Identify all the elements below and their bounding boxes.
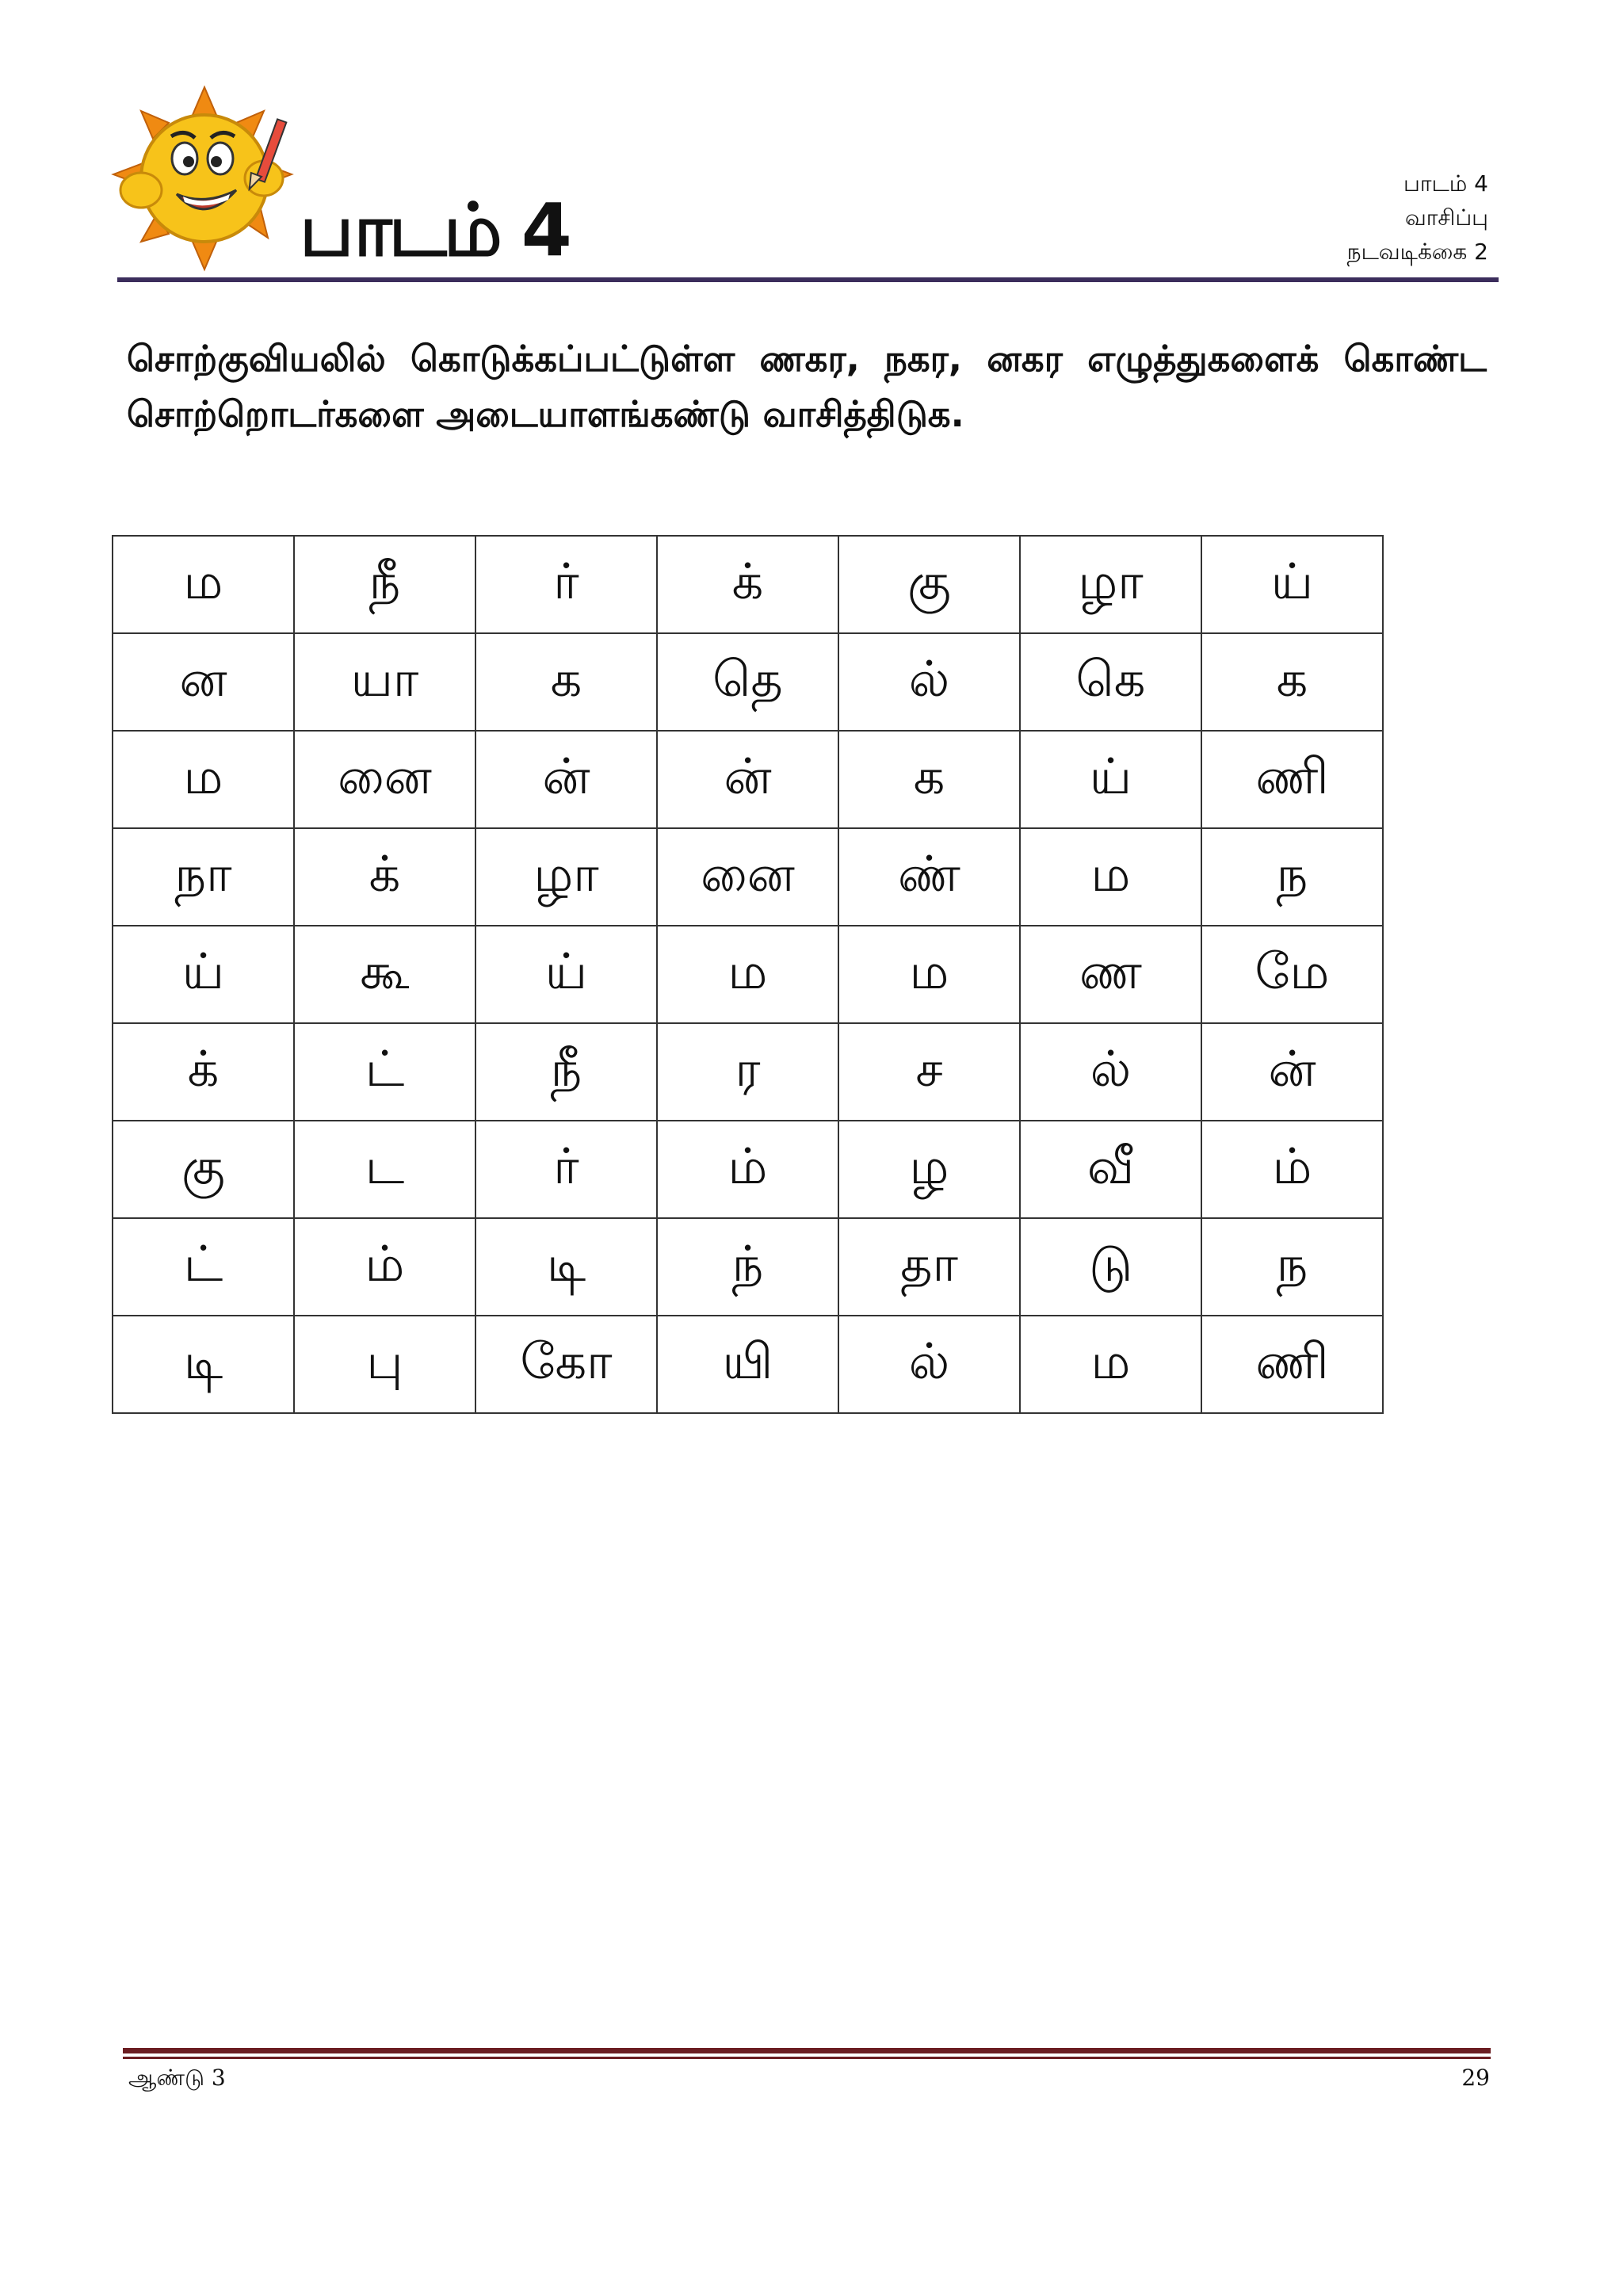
grid-cell[interactable]: ழ bbox=[838, 1121, 1020, 1218]
footer-divider bbox=[123, 2048, 1491, 2053]
grid-cell[interactable]: ர் bbox=[475, 536, 657, 633]
grid-cell[interactable]: ன் bbox=[475, 731, 657, 828]
grid-cell[interactable]: ய் bbox=[1201, 536, 1383, 633]
grid-cell[interactable]: யி bbox=[657, 1316, 838, 1413]
grid-cell[interactable]: கு bbox=[838, 536, 1020, 633]
grid-cell[interactable]: ம bbox=[113, 536, 294, 633]
grid-cell[interactable]: ணி bbox=[1201, 1316, 1383, 1413]
grid-cell[interactable]: ம bbox=[113, 731, 294, 828]
grid-cell[interactable]: ந bbox=[1201, 1218, 1383, 1316]
grid-cell[interactable]: ண் bbox=[838, 828, 1020, 926]
header-activity: நடவடிக்கை 2 bbox=[1346, 239, 1488, 265]
grid-cell[interactable]: ம bbox=[838, 926, 1020, 1023]
grid-cell[interactable]: ன bbox=[113, 633, 294, 731]
grid-cell[interactable]: ய் bbox=[1020, 731, 1201, 828]
page-number: 29 bbox=[1461, 2065, 1490, 2091]
grid-cell[interactable]: ர் bbox=[475, 1121, 657, 1218]
grid-cell[interactable]: ம bbox=[1020, 1316, 1201, 1413]
grid-cell[interactable]: ல் bbox=[838, 633, 1020, 731]
grid-cell[interactable]: டி bbox=[475, 1218, 657, 1316]
grid-cell[interactable]: ன் bbox=[1201, 1023, 1383, 1121]
grid-cell[interactable]: கு bbox=[113, 1121, 294, 1218]
lesson-title: பாடம் 4 bbox=[300, 188, 569, 273]
grid-cell[interactable]: க bbox=[475, 633, 657, 731]
grid-cell[interactable]: கெ bbox=[1020, 633, 1201, 731]
grid-cell[interactable]: நா bbox=[113, 828, 294, 926]
grid-row bbox=[113, 731, 1383, 828]
grid-row bbox=[113, 536, 1383, 633]
grid-row bbox=[113, 926, 1383, 1023]
grid-cell[interactable]: னை bbox=[657, 828, 838, 926]
grid-cell[interactable]: பு bbox=[294, 1316, 475, 1413]
grid-cell[interactable]: டு bbox=[1020, 1218, 1201, 1316]
grid-cell[interactable]: டி bbox=[113, 1316, 294, 1413]
grid-row bbox=[113, 1218, 1383, 1316]
footer-grade: ஆண்டு 3 bbox=[128, 2065, 226, 2091]
grid-cell[interactable]: நீ bbox=[475, 1023, 657, 1121]
grid-cell[interactable]: தெ bbox=[657, 633, 838, 731]
grid-cell[interactable]: ட bbox=[294, 1121, 475, 1218]
grid-cell[interactable]: ட் bbox=[294, 1023, 475, 1121]
grid-cell[interactable]: ன் bbox=[657, 731, 838, 828]
grid-cell[interactable]: ய் bbox=[113, 926, 294, 1023]
grid-cell[interactable]: க் bbox=[294, 828, 475, 926]
grid-cell[interactable]: க bbox=[838, 731, 1020, 828]
grid-cell[interactable]: ல் bbox=[1020, 1023, 1201, 1121]
grid-cell[interactable]: தா bbox=[838, 1218, 1020, 1316]
grid-cell[interactable]: ம் bbox=[657, 1121, 838, 1218]
grid-cell[interactable]: ர bbox=[657, 1023, 838, 1121]
grid-row bbox=[113, 1316, 1383, 1413]
grid-cell[interactable]: னை bbox=[294, 731, 475, 828]
footer-divider-thin bbox=[123, 2057, 1491, 2059]
grid-cell[interactable]: ச bbox=[838, 1023, 1020, 1121]
grid-cell[interactable]: ம bbox=[1020, 828, 1201, 926]
grid-cell[interactable]: யா bbox=[294, 633, 475, 731]
grid-row bbox=[113, 633, 1383, 731]
grid-cell[interactable]: ணி bbox=[1201, 731, 1383, 828]
grid-cell[interactable]: கோ bbox=[475, 1316, 657, 1413]
grid-row bbox=[113, 828, 1383, 926]
grid-cell[interactable]: ந bbox=[1201, 828, 1383, 926]
grid-cell[interactable]: க் bbox=[113, 1023, 294, 1121]
sun-mascot-icon bbox=[101, 79, 307, 277]
grid-cell[interactable]: ல் bbox=[838, 1316, 1020, 1413]
header-lesson: பாடம் 4 bbox=[1403, 170, 1488, 197]
grid-cell[interactable]: கூ bbox=[294, 926, 475, 1023]
grid-cell[interactable]: ண bbox=[1020, 926, 1201, 1023]
grid-row bbox=[113, 1121, 1383, 1218]
grid-cell[interactable]: ழா bbox=[475, 828, 657, 926]
grid-cell[interactable]: ம் bbox=[1201, 1121, 1383, 1218]
grid-row bbox=[113, 1023, 1383, 1121]
grid-cell[interactable]: க் bbox=[657, 536, 838, 633]
instruction-text: சொற்குவியலில் கொடுக்கப்பட்டுள்ள ணகர, நகர, னகர எழுத்துகளைக் கொண்ட சொற்றொடர்களை அடையாளங்கண்டு வாசித்திடுக. bbox=[127, 338, 1487, 435]
grid-cell[interactable]: ட் bbox=[113, 1218, 294, 1316]
header-divider bbox=[117, 277, 1499, 282]
grid-cell[interactable]: ம் bbox=[294, 1218, 475, 1316]
header-meta bbox=[1347, 166, 1488, 269]
header-skill: வாசிப்பு bbox=[1404, 204, 1488, 231]
grid-cell[interactable]: ய் bbox=[475, 926, 657, 1023]
grid-cell[interactable]: க bbox=[1201, 633, 1383, 731]
grid-cell[interactable]: ம bbox=[657, 926, 838, 1023]
grid-cell[interactable]: நீ bbox=[294, 536, 475, 633]
grid-cell[interactable]: மே bbox=[1201, 926, 1383, 1023]
grid-cell[interactable]: வீ bbox=[1020, 1121, 1201, 1218]
grid-cell[interactable]: ழா bbox=[1020, 536, 1201, 633]
grid-cell[interactable]: ந் bbox=[657, 1218, 838, 1316]
word-search-grid bbox=[112, 535, 1384, 1414]
